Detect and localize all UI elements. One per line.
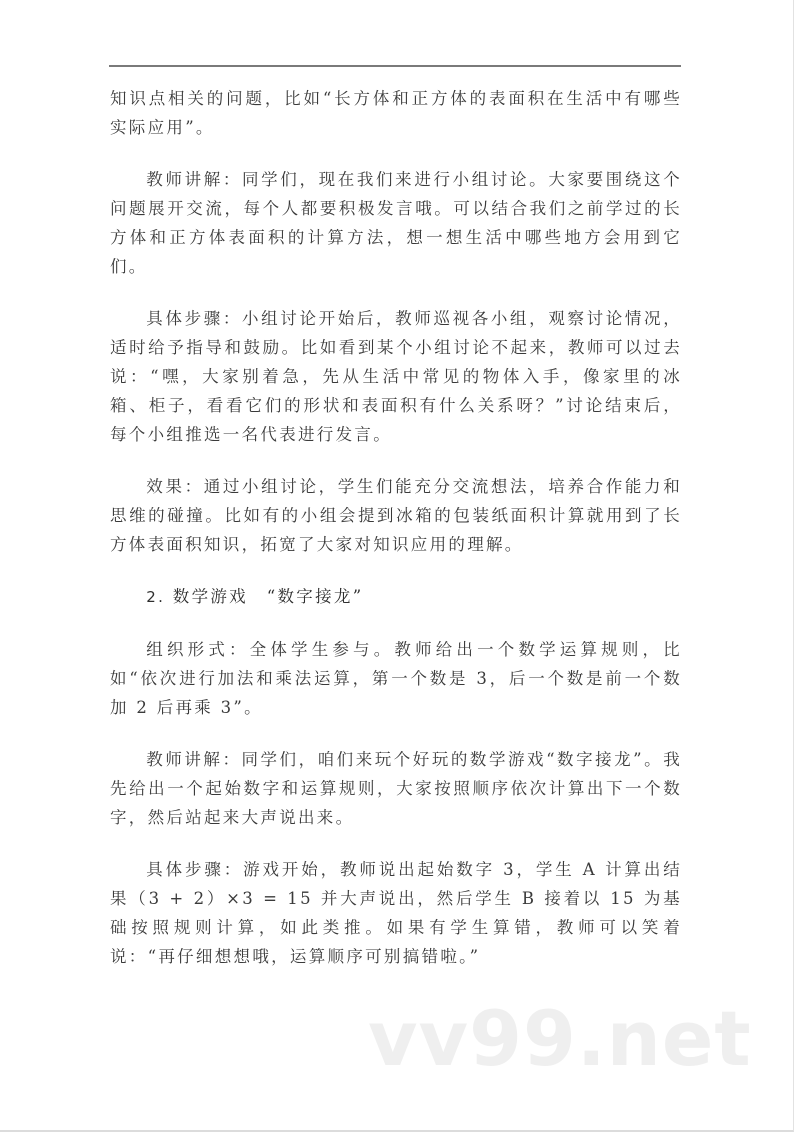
game-steps-paragraph: 具体步骤：游戏开始，教师说出起始数字 3，学生 A 计算出结果（3 + 2）×3 = 15 并大声说出，然后学生 B 接着以 15 为基础按照规则计算，如此类推。如果有学生算错，教师可以笑着说：“再仔细想想哦，运算顺序可别搞错啦。” (110, 860, 682, 966)
organization-form-paragraph: 组织形式：全体学生参与。教师给出一个数学运算规则，比如“依次进行加法和乘法运算，第一个数是 3，后一个数是前一个数加 2 后再乘 3”。 (110, 640, 682, 717)
teacher-explanation-paragraph: 教师讲解：同学们，现在我们来进行小组讨论。大家要围绕这个问题展开交流，每个人都要积极发言哦。可以结合我们之前学过的长方体和正方体表面积的计算方法，想一想生活中哪些地方会用到它们。 (110, 170, 682, 276)
specific-steps-paragraph: 具体步骤：小组讨论开始后，教师巡视各小组，观察讨论情况，适时给予指导和鼓励。比如看到某个小组讨论不起来，教师可以过去说：“嘿，大家别着急，先从生活中常见的物体入手，像家里的冰箱、柜子，看看它们的形状和表面积有什么关系呀？”讨论结束后，每个小组推选一名代表进行发言。 (110, 309, 682, 444)
section-number: 2. (146, 588, 166, 606)
continuation-paragraph: 知识点相关的问题，比如“长方体和正方体的表面积在生活中有哪些实际应用”。 (110, 89, 682, 137)
document-body (110, 84, 682, 994)
section-title: 数学游戏 “数字接龙” (172, 587, 364, 606)
header-rule (109, 65, 681, 67)
section-heading (110, 582, 682, 612)
game-explanation-paragraph: 教师讲解：同学们，咱们来玩个好玩的数学游戏“数字接龙”。我先给出一个起始数字和运算规则，大家按照顺序依次计算出下一个数字，然后站起来大声说出来。 (110, 750, 682, 827)
watermark: vv99.net (368, 994, 752, 1083)
effect-paragraph: 效果：通过小组讨论，学生们能充分交流想法，培养合作能力和思维的碰撞。比如有的小组会提到冰箱的包装纸面积计算就用到了长方体表面积知识，拓宽了大家对知识应用的理解。 (110, 477, 682, 554)
